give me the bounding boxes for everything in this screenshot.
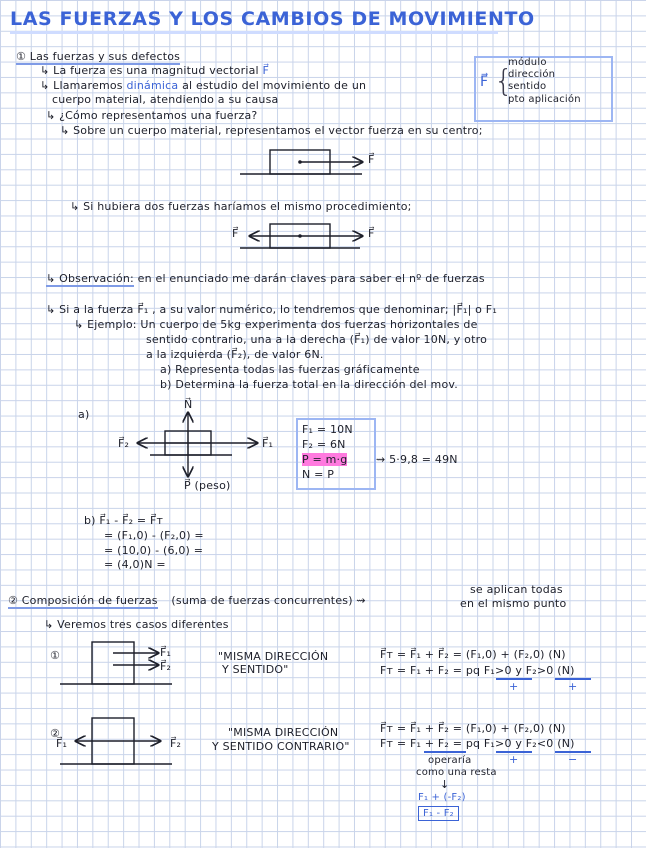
force-item-direccion: dirección [508, 69, 556, 80]
example-line4: a) Representa todas las fuerzas gráficamente [160, 363, 420, 376]
case1-f1: F⃗₁ [160, 646, 172, 659]
s1-line5: ↳ Sobre un cuerpo material, representamos el vector fuerza en su centro; [60, 124, 483, 137]
section2-sub: (suma de fuerzas concurrentes) ⇝ [171, 594, 366, 607]
case2-note4: F₁ + (-F₂) [418, 792, 466, 803]
s1-line1: ↳ La fuerza es una magnitud vectorial F⃗ [40, 64, 270, 77]
section2-heading: ② Composición de fuerzas [8, 594, 158, 607]
peso-label: P⃗ (peso) [184, 479, 231, 492]
example-line5: b) Determina la fuerza total en la dirección del mov. [160, 378, 458, 391]
value-f1: F₁ = 10N [302, 423, 353, 436]
case1-eq2: Fᴛ = F₁ + F₂ = pq F₁>0 y F₂>0 (N) [380, 664, 575, 677]
section2-heading-row [8, 594, 366, 607]
diagram-two-forces [240, 224, 362, 248]
b-line2: = (F₁,0) - (F₂,0) = [104, 529, 204, 542]
f2-label: F⃗₂ [118, 437, 130, 450]
b-line1: b) F⃗₁ - F⃗₂ = F⃗ᴛ [84, 514, 164, 527]
case2-plus: + [509, 753, 519, 766]
example-line1: ↳ Ejemplo: Un cuerpo de 5kg experimenta dos fuerzas horizontales de [74, 318, 478, 331]
dinamica-word: dinámica [126, 79, 179, 92]
section2-side2: en el mismo punto [460, 597, 567, 610]
diagram-single-force [240, 150, 362, 174]
value-n: N = P [302, 468, 335, 481]
part-a-label: a) [78, 408, 90, 421]
s1-line7: ↳ Si a la fuerza F⃗₁ , a su valor numérico, lo tendremos que denominar; |F⃗₁| o F₁ [46, 303, 497, 316]
diagram-case1 [60, 642, 172, 684]
case2-note2: como una resta [416, 767, 497, 778]
s1-line4: ↳ ¿Cómo representamos una fuerza? [46, 109, 258, 122]
d2-left-label: F⃗ [232, 227, 239, 240]
case1-number: ① [50, 649, 61, 662]
weight-calc: ⇝ 5·9,8 = 49N [376, 453, 458, 466]
case2-eq2: Fᴛ = F₁ + F₂ = pq F₁>0 y F₂<0 (N) [380, 737, 575, 750]
force-item-modulo: módulo [508, 57, 547, 68]
case2-note1: operaría [428, 755, 472, 766]
diagram-case2 [60, 718, 172, 764]
example-line2: sentido contrario, una a la derecha (F⃗₁) de valor 10N, y otro [146, 333, 488, 346]
case1-f2: F⃗₂ [160, 660, 172, 673]
force-item-sentido: sentido [508, 81, 547, 92]
section2-line1: ↳ Veremos tres casos diferentes [44, 618, 229, 631]
s1-line3: cuerpo material, atendiendo a su causa [52, 93, 279, 106]
case1-eq1: F⃗ᴛ = F⃗₁ + F⃗₂ = (F₁,0) + (F₂,0) (N) [380, 648, 566, 661]
force-box-f: F⃗ [480, 74, 489, 90]
case1-plus2: + [568, 680, 578, 693]
s1-line2: ↳ Llamaremos dinámica al estudio del movimiento de un [40, 79, 367, 92]
vector-f: F⃗ [262, 64, 270, 77]
example-line3: a la izquierda (F⃗₂), de valor 6N. [146, 348, 324, 361]
s1-line6: ↳ Si hubiera dos fuerzas haríamos el mismo procedimiento; [70, 200, 412, 213]
f1-label: F⃗₁ [262, 437, 274, 450]
case2-f2: F⃗₂ [170, 737, 182, 750]
diagram-example-a [138, 413, 257, 476]
case2-note-arrow: ↓ [440, 778, 450, 791]
observation-line: ↳ Observación: en el enunciado me darán claves para saber el nº de fuerzas [46, 272, 485, 285]
d1-force-label: F⃗ [368, 153, 375, 166]
case1-desc2: Y SENTIDO" [222, 663, 289, 676]
case2-desc2: Y SENTIDO CONTRARIO" [212, 740, 350, 753]
case2-eq1: F⃗ᴛ = F⃗₁ + F⃗₂ = (F₁,0) + (F₂,0) (N) [380, 722, 566, 735]
case2-f1: F⃗₁ [56, 737, 68, 750]
brace-icon: { [494, 64, 514, 99]
case2-desc1: "MISMA DIRECCIÓN [228, 726, 339, 739]
normal-label: N⃗ [184, 398, 193, 411]
section2-side1: se aplican todas [470, 583, 563, 596]
page-title: LAS FUERZAS Y LOS CAMBIOS DE MOVIMIENTO [10, 8, 535, 30]
value-f2: F₂ = 6N [302, 438, 346, 451]
case2-number: ② [50, 727, 61, 740]
case2-note5: F₁ - F₂ [418, 806, 459, 821]
case1-desc1: "MISMA DIRECCIÓN [218, 650, 329, 663]
b-line3: = (10,0) - (6,0) = [104, 544, 204, 557]
b-line4: = (4,0)N = [104, 558, 166, 571]
case2-minus: − [568, 753, 578, 766]
case2-underline-sum [424, 751, 466, 753]
d2-right-label: F⃗ [368, 227, 375, 240]
value-p: P = m·g [302, 453, 348, 466]
case1-plus1: + [509, 680, 519, 693]
force-item-punto: pto aplicación [508, 94, 581, 105]
section1-heading: ① Las fuerzas y sus defectos [16, 50, 181, 63]
